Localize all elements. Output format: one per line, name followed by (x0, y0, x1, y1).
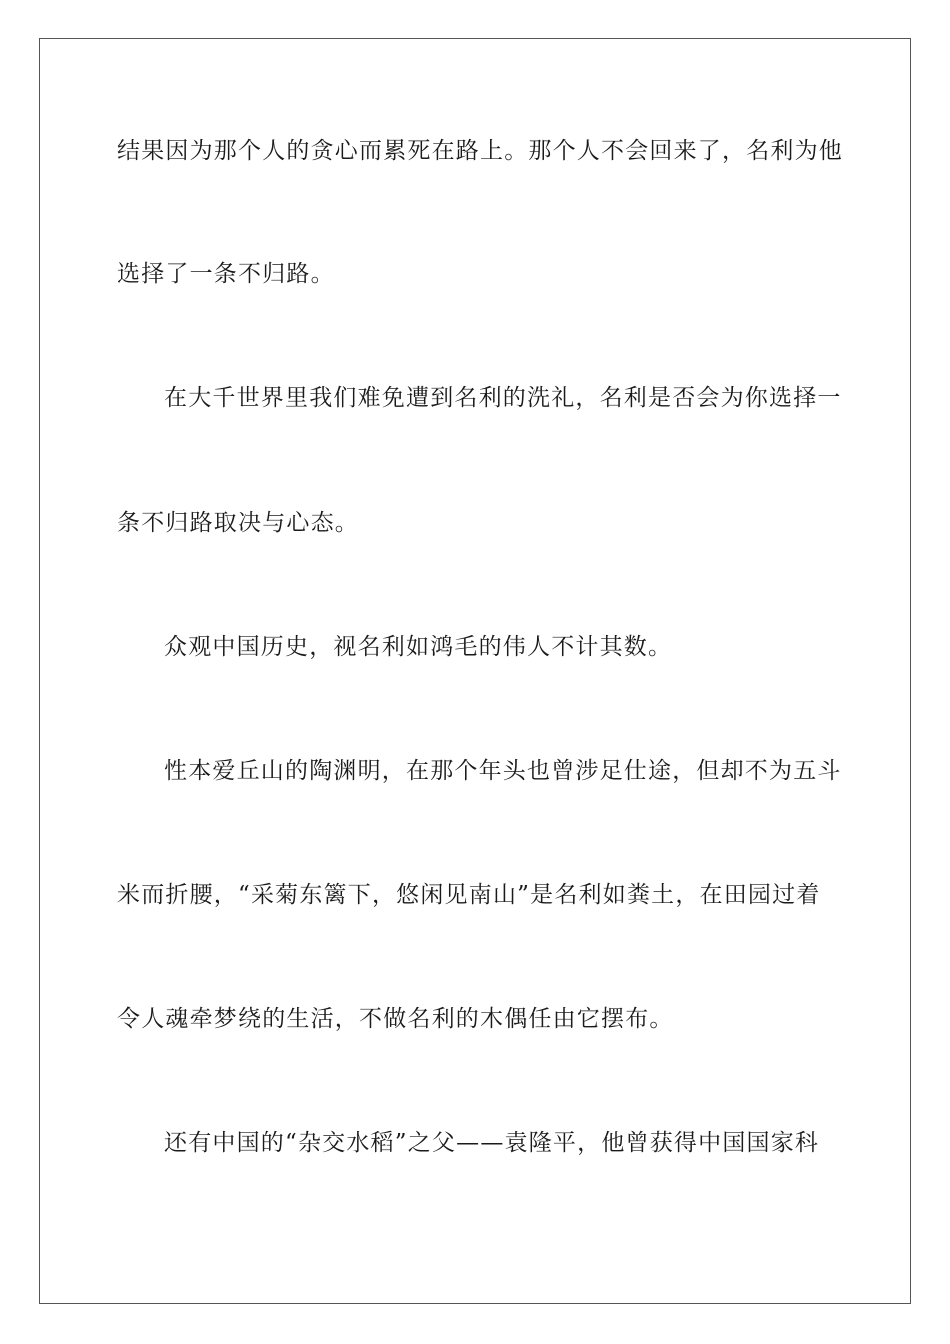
paragraph-5-line-1: 还有中国的“杂交水稻”之父——袁隆平，他曾获得中国国家科 (164, 1130, 820, 1156)
paragraph-4-line-3: 令人魂牵梦绕的生活，不做名利的木偶任由它摆布。 (117, 1006, 674, 1032)
paragraph-1-line-2: 选择了一条不归路。 (117, 261, 335, 287)
paragraph-4-line-1: 性本爱丘山的陶渊明，在那个年头也曾涉足仕途，但却不为五斗 (164, 758, 842, 784)
page-border (39, 38, 911, 1304)
paragraph-2-line-2: 条不归路取决与心态。 (117, 510, 359, 536)
paragraph-3-line-1: 众观中国历史，视名利如鸿毛的伟人不计其数。 (164, 634, 673, 660)
paragraph-4-line-2: 米而折腰，“采菊东篱下，悠闲见南山”是名利如粪土，在田园过着 (117, 882, 821, 908)
paragraph-2-line-1: 在大千世界里我们难免遭到名利的洗礼，名利是否会为你选择一 (164, 385, 842, 411)
paragraph-1-line-1: 结果因为那个人的贪心而累死在路上。那个人不会回来了，名利为他 (117, 138, 843, 164)
